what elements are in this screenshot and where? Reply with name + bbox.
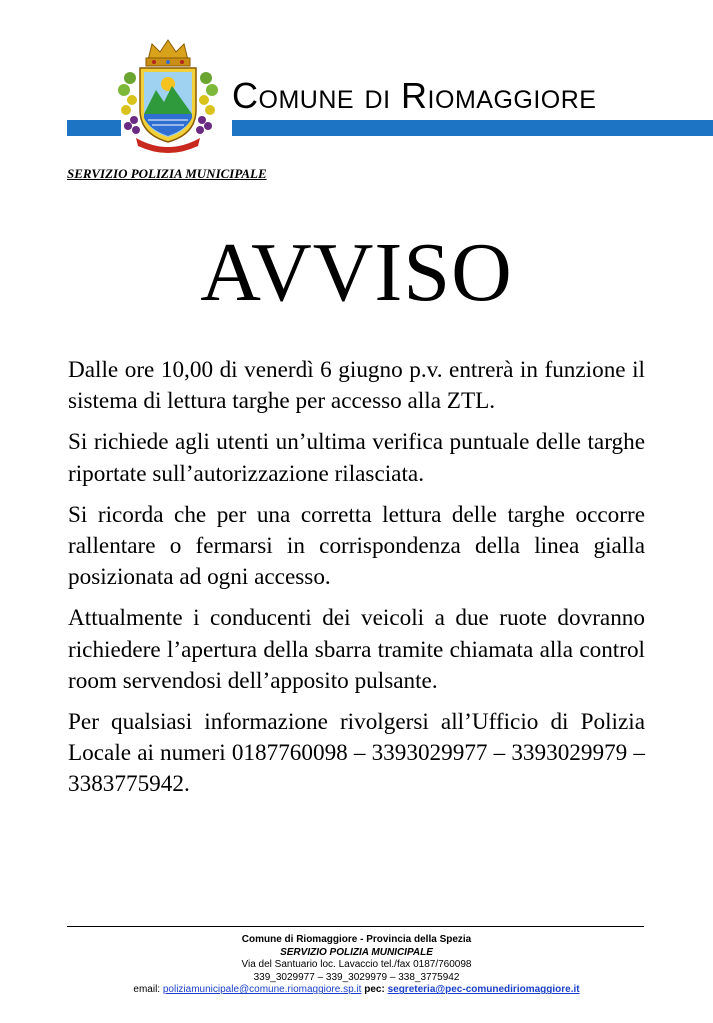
notice-paragraph: Si ricorda che per una corretta lettura delle targhe occorre rallentare o fermarsi in corrispondenza della linea gialla posizionata ad ogni accesso. [68, 501, 645, 591]
email-link[interactable]: poliziamunicipale@comune.riomaggiore.sp.it [162, 984, 362, 996]
footer [0, 934, 713, 997]
notice-paragraph: Dalle ore 10,00 di venerdì 6 giugno p.v. entrerà in funzione il sistema di lettura targhe per accesso alla ZTL. [68, 357, 645, 415]
footer-line-contacts [0, 984, 713, 997]
pec-link[interactable]: segreteria@pec-comunediriomaggiore.it [387, 984, 580, 996]
footer-line-phones: 339_3029977 – 339_3029979 – 338_3775942 [253, 971, 460, 983]
notice-paragraph: Attualmente i conducenti dei veicoli a due ruote dovranno richiedere l’apertura della sbarra tramite chiamata alla control room servendosi dell’apposito pulsante. [68, 605, 645, 694]
footer-divider [67, 926, 644, 927]
footer-line-address: Via del Santuario loc. Lavaccio tel./fax 0187/760098 [241, 959, 472, 971]
notice-title: AVVISO [200, 226, 513, 319]
header-band-left [67, 120, 121, 136]
town-name: Comune di Riomaggiore [232, 75, 597, 116]
email-label: email: [133, 984, 161, 996]
footer-line-department: SERVIZIO POLIZIA MUNICIPALE [280, 946, 433, 958]
pec-label: pec: [364, 984, 385, 996]
municipal-crest-icon [112, 38, 224, 156]
notice-paragraph: Si richiede agli utenti un’ultima verifica puntuale delle targhe riportate sull’autorizzazione rilasciata. [68, 429, 645, 487]
footer-line-municipality: Comune di Riomaggiore - Provincia della Spezia [241, 934, 472, 945]
header-band-right [232, 120, 713, 136]
notice-body [68, 355, 645, 811]
department-label: SERVIZIO POLIZIA MUNICIPALE [67, 166, 267, 181]
notice-paragraph: Per qualsiasi informazione rivolgersi all’Ufficio di Polizia Locale ai numeri 0187760098 – 3393029977 – 3393029979 – 3383775942. [68, 709, 645, 798]
